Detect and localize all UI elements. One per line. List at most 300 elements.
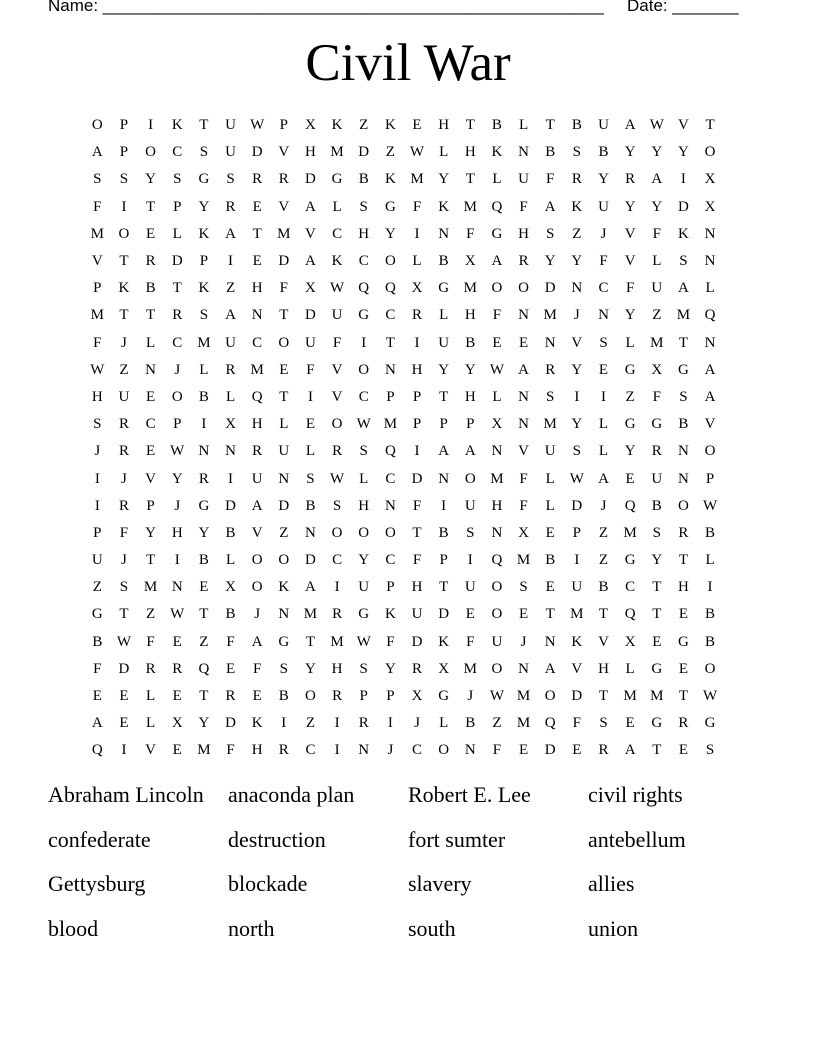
grid-letter: C: [172, 334, 183, 351]
grid-letter: K: [384, 117, 396, 134]
grid-letter: E: [678, 606, 688, 623]
grid-letter: R: [518, 253, 529, 270]
grid-letter: Y: [624, 198, 636, 215]
grid-letter: I: [201, 416, 207, 433]
grid-letter: A: [598, 470, 609, 487]
grid-letter: I: [307, 388, 313, 405]
grid-letter: L: [412, 253, 422, 270]
grid-letter: T: [652, 606, 662, 623]
grid-letter: A: [251, 633, 263, 650]
grid-letter: X: [411, 280, 423, 297]
grid-letter: G: [651, 715, 663, 732]
grid-letter: Q: [624, 497, 636, 514]
grid-letter: H: [91, 388, 103, 405]
grid-letter: C: [412, 742, 423, 759]
grid-letter: P: [439, 552, 448, 569]
grid-letter: V: [331, 361, 343, 378]
grid-letter: R: [252, 443, 263, 460]
grid-letter: N: [518, 307, 529, 324]
grid-letter: F: [332, 334, 342, 351]
grid-letter: Y: [651, 552, 663, 569]
grid-letter: A: [225, 307, 236, 324]
grid-letter: C: [332, 552, 343, 569]
grid-letter: B: [571, 117, 582, 134]
grid-letter: E: [119, 688, 129, 705]
grid-letter: T: [146, 552, 156, 569]
grid-letter: L: [652, 253, 662, 270]
grid-letter: Y: [384, 225, 396, 242]
grid-letter: M: [516, 715, 531, 732]
grid-letter: I: [414, 334, 420, 351]
grid-letter: P: [173, 198, 182, 215]
grid-letter: T: [652, 579, 662, 596]
grid-letter: F: [119, 524, 129, 541]
grid-letter: A: [91, 144, 103, 161]
grid-letter: L: [545, 497, 555, 514]
grid-letter: Y: [438, 361, 450, 378]
grid-letter: K: [677, 225, 689, 242]
grid-letter: R: [198, 470, 209, 487]
grid-letter: B: [545, 552, 556, 569]
page-title: Civil War: [305, 34, 511, 92]
grid-letter: K: [384, 171, 396, 188]
grid-letter: V: [677, 117, 689, 134]
grid-letter: R: [598, 742, 609, 759]
grid-letter: C: [625, 579, 636, 596]
grid-letter: M: [330, 144, 344, 161]
grid-letter: P: [386, 688, 395, 705]
grid-letter: N: [278, 606, 290, 623]
grid-letter: H: [411, 361, 423, 378]
grid-letter: O: [464, 470, 476, 487]
grid-letter: K: [251, 715, 263, 732]
grid-letter: E: [678, 660, 688, 677]
grid-letter: B: [145, 280, 156, 297]
grid-letter: R: [412, 660, 423, 677]
grid-letter: E: [625, 470, 635, 487]
grid-letter: Z: [279, 524, 289, 541]
grid-letter: D: [305, 307, 316, 324]
grid-letter: R: [412, 307, 423, 324]
grid-letter: T: [678, 334, 688, 351]
grid-letter: U: [118, 388, 130, 405]
grid-letter: B: [92, 633, 103, 650]
grid-letter: G: [624, 552, 636, 569]
date-field-label: Date: _______: [627, 0, 739, 15]
grid-letter: Z: [305, 715, 316, 732]
grid-letter: H: [171, 524, 183, 541]
grid-letter: R: [332, 443, 343, 460]
grid-letter: D: [677, 198, 689, 215]
grid-letter: Q: [198, 660, 210, 677]
grid-letter: M: [303, 606, 318, 623]
grid-letter: T: [545, 117, 555, 134]
grid-letter: C: [172, 144, 183, 161]
grid-letter: S: [199, 307, 209, 324]
grid-letter: Z: [92, 579, 102, 596]
grid-letter: P: [119, 144, 129, 161]
grid-letter: M: [330, 633, 344, 650]
grid-letter: J: [414, 715, 420, 732]
grid-letter: S: [652, 524, 661, 541]
grid-letter: Z: [146, 606, 156, 623]
grid-letter: C: [252, 334, 263, 351]
grid-letter: E: [146, 225, 156, 242]
grid-letter: T: [545, 606, 555, 623]
grid-letter: D: [278, 497, 290, 514]
grid-letter: I: [121, 742, 127, 759]
grid-letter: G: [704, 715, 716, 732]
word-list-item: destruction: [228, 826, 326, 852]
grid-letter: N: [384, 497, 396, 514]
grid-letter: F: [252, 660, 262, 677]
grid-letter: P: [199, 253, 209, 270]
grid-letter: E: [199, 579, 209, 596]
grid-letter: R: [225, 361, 236, 378]
grid-letter: F: [279, 280, 288, 297]
grid-letter: C: [385, 552, 396, 569]
grid-letter: S: [466, 524, 475, 541]
grid-letter: Q: [704, 307, 716, 324]
grid-letter: I: [414, 443, 420, 460]
grid-letter: X: [518, 524, 529, 541]
grid-letter: L: [705, 552, 715, 569]
word-search-grid: [84, 112, 723, 765]
grid-letter: Y: [198, 715, 210, 732]
grid-letter: T: [119, 253, 129, 270]
grid-letter: E: [305, 416, 316, 433]
grid-letter: O: [118, 225, 130, 242]
grid-letter: A: [677, 280, 689, 297]
word-list-item: antebellum: [588, 826, 686, 852]
grid-letter: Y: [624, 443, 636, 460]
grid-letter: U: [358, 579, 370, 596]
grid-letter: K: [331, 253, 343, 270]
grid-letter: T: [119, 606, 129, 623]
grid-letter: E: [146, 443, 156, 460]
grid-letter: P: [146, 497, 155, 514]
grid-letter: N: [704, 225, 716, 242]
grid-letter: V: [278, 198, 290, 215]
grid-letter: R: [651, 443, 662, 460]
grid-letter: O: [491, 606, 503, 623]
grid-letter: A: [305, 579, 316, 596]
grid-letter: F: [652, 225, 661, 242]
grid-letter: W: [409, 144, 425, 161]
grid-letter: O: [438, 742, 450, 759]
grid-letter: G: [331, 171, 343, 188]
grid-letter: O: [91, 117, 103, 134]
grid-letter: D: [411, 470, 423, 487]
grid-letter: B: [705, 524, 716, 541]
grid-letter: I: [121, 198, 127, 215]
grid-letter: E: [572, 742, 582, 759]
grid-letter: S: [119, 171, 129, 188]
grid-letter: O: [544, 688, 556, 705]
grid-letter: H: [491, 497, 503, 514]
grid-letter: V: [571, 334, 583, 351]
grid-letter: L: [279, 416, 289, 433]
grid-letter: A: [225, 225, 236, 242]
grid-letter: F: [466, 633, 475, 650]
grid-letter: K: [278, 579, 290, 596]
grid-letter: M: [516, 552, 531, 569]
grid-letter: O: [145, 144, 157, 161]
grid-letter: Q: [491, 198, 503, 215]
grid-letter: R: [118, 497, 129, 514]
grid-letter: S: [332, 497, 342, 514]
word-list-item: civil rights: [588, 782, 683, 807]
grid-letter: C: [358, 253, 369, 270]
grid-letter: H: [331, 660, 343, 677]
grid-letter: S: [705, 742, 715, 759]
grid-letter: L: [439, 144, 449, 161]
grid-letter: J: [467, 688, 474, 705]
grid-letter: E: [465, 606, 475, 623]
grid-letter: E: [518, 606, 529, 623]
grid-letter: J: [387, 742, 394, 759]
grid-letter: S: [679, 253, 688, 270]
grid-letter: Q: [624, 606, 636, 623]
grid-letter: I: [441, 497, 447, 514]
grid-letter: J: [254, 606, 261, 623]
grid-letter: R: [118, 416, 129, 433]
grid-letter: P: [466, 416, 475, 433]
grid-letter: T: [705, 117, 715, 134]
grid-letter: Z: [625, 388, 635, 405]
grid-letter: M: [650, 334, 664, 351]
grid-letter: M: [650, 688, 664, 705]
grid-letter: Q: [91, 742, 103, 759]
grid-letter: M: [143, 579, 158, 596]
grid-letter: O: [677, 497, 689, 514]
grid-letter: U: [225, 334, 236, 351]
grid-letter: O: [331, 416, 343, 433]
grid-letter: R: [225, 688, 236, 705]
grid-letter: U: [438, 334, 450, 351]
grid-letter: O: [358, 361, 370, 378]
grid-letter: G: [624, 361, 636, 378]
grid-letter: F: [93, 334, 102, 351]
grid-letter: T: [279, 388, 289, 405]
grid-letter: T: [439, 579, 449, 596]
grid-letter: V: [624, 225, 636, 242]
grid-letter: D: [571, 497, 583, 514]
grid-letter: E: [252, 688, 262, 705]
grid-letter: S: [119, 579, 129, 596]
grid-letter: E: [518, 334, 529, 351]
grid-letter: V: [571, 660, 583, 677]
grid-letter: M: [410, 171, 424, 188]
grid-letter: J: [174, 361, 181, 378]
grid-letter: A: [704, 361, 716, 378]
grid-letter: L: [225, 552, 236, 569]
grid-letter: I: [387, 715, 393, 732]
grid-letter: M: [90, 225, 104, 242]
grid-letter: U: [225, 144, 236, 161]
grid-letter: H: [464, 388, 476, 405]
grid-letter: W: [90, 361, 105, 378]
grid-letter: F: [306, 361, 315, 378]
grid-letter: V: [704, 416, 716, 433]
grid-letter: Z: [598, 524, 609, 541]
grid-letter: L: [625, 660, 635, 677]
grid-letter: E: [492, 334, 502, 351]
grid-letter: X: [624, 633, 636, 650]
grid-letter: G: [491, 225, 503, 242]
grid-letter: R: [172, 660, 183, 677]
grid-letter: M: [463, 198, 477, 215]
grid-letter: F: [93, 198, 102, 215]
grid-letter: T: [146, 307, 156, 324]
grid-letter: N: [571, 280, 583, 297]
grid-letter: W: [116, 633, 132, 650]
header: [48, 0, 768, 20]
grid-letter: T: [439, 388, 449, 405]
grid-letter: O: [278, 334, 290, 351]
grid-letter: H: [464, 307, 476, 324]
grid-letter: U: [305, 334, 316, 351]
grid-letter: K: [571, 633, 583, 650]
grid-letter: B: [598, 579, 609, 596]
grid-letter: U: [464, 497, 476, 514]
grid-letter: K: [171, 117, 183, 134]
grid-letter: F: [519, 497, 528, 514]
grid-letter: P: [119, 117, 129, 134]
word-list-item: Gettysburg: [48, 871, 146, 896]
grid-letter: I: [228, 253, 234, 270]
grid-letter: S: [359, 198, 368, 215]
grid-letter: G: [358, 606, 370, 623]
grid-letter: N: [544, 334, 556, 351]
grid-letter: G: [624, 416, 636, 433]
grid-letter: D: [358, 144, 370, 161]
grid-letter: V: [624, 253, 636, 270]
grid-letter: O: [305, 688, 316, 705]
grid-letter: F: [412, 497, 422, 514]
grid-letter: O: [384, 524, 396, 541]
grid-letter: O: [518, 280, 529, 297]
grid-letter: M: [383, 416, 398, 433]
grid-letter: Z: [572, 225, 582, 242]
grid-letter: B: [678, 416, 689, 433]
grid-letter: M: [197, 334, 211, 351]
grid-letter: F: [546, 171, 555, 188]
grid-letter: Y: [571, 253, 583, 270]
grid-letter: R: [571, 171, 582, 188]
grid-letter: N: [358, 742, 370, 759]
grid-letter: F: [572, 715, 582, 732]
grid-letter: L: [518, 117, 529, 134]
grid-letter: M: [250, 361, 264, 378]
grid-letter: B: [198, 552, 209, 569]
grid-letter: I: [94, 470, 100, 487]
grid-letter: J: [121, 552, 127, 569]
grid-letter: S: [546, 225, 555, 242]
grid-letter: K: [491, 144, 503, 161]
grid-letter: M: [543, 416, 557, 433]
grid-letter: Y: [624, 144, 636, 161]
grid-letter: U: [411, 606, 423, 623]
grid-letter: T: [678, 552, 688, 569]
grid-letter: H: [464, 144, 476, 161]
grid-letter: V: [145, 470, 157, 487]
grid-letter: P: [572, 524, 582, 541]
grid-letter: Z: [385, 144, 395, 161]
grid-letter: I: [281, 715, 287, 732]
grid-letter: Y: [464, 361, 476, 378]
grid-letter: B: [545, 144, 556, 161]
grid-letter: D: [544, 742, 556, 759]
grid-letter: G: [278, 633, 290, 650]
grid-letter: N: [518, 388, 529, 405]
grid-letter: E: [545, 524, 555, 541]
grid-letter: B: [438, 253, 449, 270]
grid-letter: F: [386, 633, 395, 650]
grid-letter: N: [677, 470, 689, 487]
grid-letter: G: [358, 307, 370, 324]
grid-letter: N: [491, 524, 503, 541]
grid-letter: T: [652, 742, 662, 759]
grid-letter: E: [625, 715, 635, 732]
grid-letter: J: [520, 633, 527, 650]
word-list-item: union: [588, 915, 639, 941]
grid-letter: Y: [438, 171, 450, 188]
grid-letter: B: [705, 606, 716, 623]
grid-letter: U: [251, 470, 263, 487]
grid-letter: E: [545, 579, 555, 596]
grid-letter: W: [569, 470, 584, 487]
grid-letter: Q: [384, 280, 396, 297]
grid-letter: M: [490, 470, 504, 487]
grid-letter: A: [491, 253, 503, 270]
word-list-item: blood: [48, 915, 99, 941]
grid-letter: A: [305, 198, 316, 215]
grid-letter: C: [305, 742, 316, 759]
grid-letter: Z: [199, 633, 209, 650]
grid-letter: U: [225, 117, 236, 134]
grid-letter: N: [171, 579, 183, 596]
grid-letter: Z: [652, 307, 662, 324]
grid-letter: O: [171, 388, 183, 405]
grid-letter: N: [384, 361, 396, 378]
grid-letter: P: [93, 280, 102, 297]
word-list: [48, 776, 768, 954]
grid-letter: L: [625, 334, 635, 351]
grid-letter: C: [332, 225, 343, 242]
grid-letter: V: [145, 742, 157, 759]
grid-letter: D: [225, 497, 236, 514]
grid-letter: X: [305, 280, 316, 297]
grid-letter: F: [146, 633, 155, 650]
grid-letter: M: [623, 524, 637, 541]
word-list-item: south: [408, 915, 456, 941]
word-list-item: fort sumter: [408, 826, 506, 852]
grid-letter: N: [278, 470, 290, 487]
grid-letter: P: [386, 388, 395, 405]
grid-letter: B: [305, 497, 316, 514]
grid-letter: G: [438, 688, 450, 705]
grid-letter: G: [91, 606, 103, 623]
grid-letter: T: [119, 307, 129, 324]
grid-letter: S: [572, 144, 582, 161]
grid-letter: K: [198, 280, 210, 297]
grid-letter: L: [598, 443, 609, 460]
grid-letter: N: [518, 660, 529, 677]
grid-letter: R: [118, 443, 129, 460]
word-list-item: north: [228, 915, 275, 941]
grid-letter: E: [172, 688, 182, 705]
